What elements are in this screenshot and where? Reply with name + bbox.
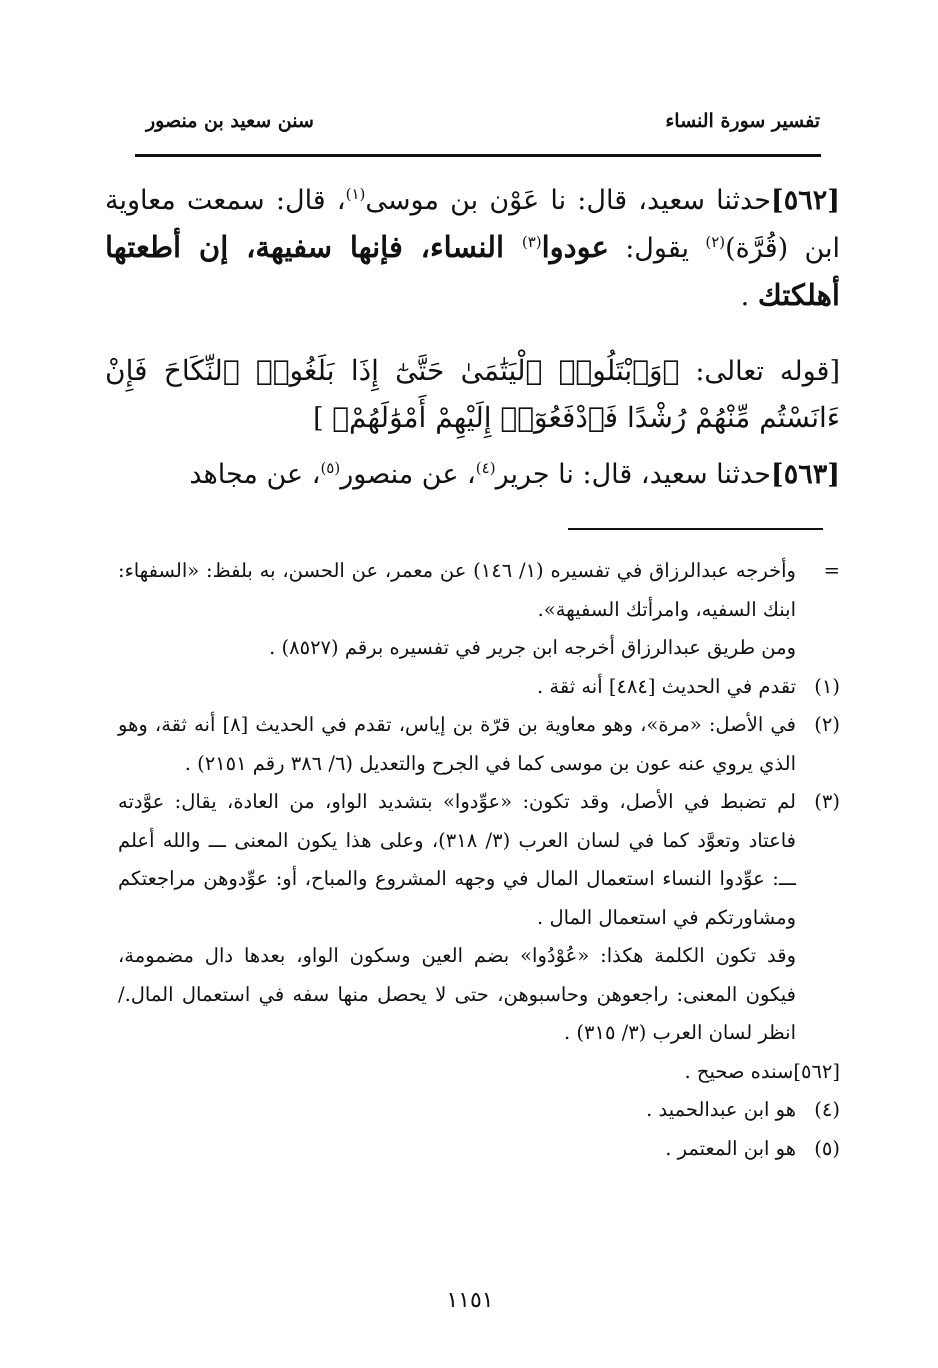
footnote-5	[118, 1130, 840, 1169]
hadith-562	[105, 178, 840, 320]
hadith-text: حدثنا سعيد، قال: نا عَوْن بن موسى	[365, 185, 771, 216]
footnote-marker: (٣)	[814, 790, 840, 813]
footnote-text: في الأصل: «مرة»، وهو معاوية بن قرّة بن إياس، تقدم في الحديث [٨] أنه ثقة، وهو الذي يروي عنه عون بن موسى كما في الجرح والتعديل (٦/ ٣٨٦ رقم ٢١٥١) .	[118, 713, 796, 775]
verse-close: ]	[313, 403, 333, 434]
isnad-grade	[118, 1053, 840, 1092]
hadith-563	[105, 452, 840, 498]
footnote-4	[118, 1091, 840, 1130]
matn-bold: عودوا	[541, 230, 609, 264]
footnotes	[118, 552, 840, 1168]
running-header-book: سنن سعيد بن منصور	[146, 110, 314, 132]
footnote-ref: (٢)	[705, 233, 726, 251]
footnote-3	[118, 783, 840, 937]
footnote-ref: (١)	[345, 185, 366, 203]
footnote-continuation-2	[118, 629, 840, 668]
hadith-text: ، قال: سمعت معاوية ابن (قُرَّة)	[105, 185, 841, 264]
quran-verse: ﴿وَٱبْتَلُوا۟ ٱلْيَتَٰمَىٰ حَتَّىٰٓ إِذَا بَلَغُوا۟ ٱلنِّكَاحَ فَإِنْ ءَانَسْتُم مِّنْهُمْ رُشْدًا فَٱدْفَعُوٓا۟ إِلَيْهِمْ أَمْوَٰلَهُمْ﴾	[105, 354, 840, 434]
footnote-3-continued	[118, 937, 840, 1053]
footnote-text: وقد تكون الكلمة هكذا: «عُوْدُوا» بضم العين وسكون الواو، بعدها دال مضمومة، فيكون المعنى: راجعوهن وحاسبوهن، حتى لا يحصل منها سفه في استعمال المال./ انظر لسان العرب (٣/ ٣١٥) .	[118, 944, 796, 1044]
footnote-continuation	[118, 552, 840, 629]
footnote-2	[118, 706, 840, 783]
header-rule	[135, 154, 821, 157]
footnote-marker: (٥)	[814, 1136, 840, 1160]
continuation-marker: =	[823, 559, 840, 582]
footnote-text: هو ابن عبدالحميد .	[646, 1098, 796, 1121]
footnote-marker: (١)	[814, 674, 840, 698]
hadith-text: حدثنا سعيد، قال: نا جرير	[495, 459, 771, 490]
hadith-text: يقول:	[608, 233, 706, 264]
grade-text: [٥٦٢]سنده صحيح .	[684, 1059, 840, 1083]
footnote-marker: (٤)	[814, 1098, 840, 1121]
hadith-text: ، عن منصور	[340, 459, 476, 490]
footnote-text: لم تضبط في الأصل، وقد تكون: «عوِّدوا» بتشديد الواو، من العادة، يقال: عوَّدته فاعتاد وتعوَّد كما في لسان العرب (٣/ ٣١٨)، وعلى هذا يكون المعنى ـــ والله أعلم ـــ: عوِّدوا النساء استعمال المال في وجهه المشروع والمباح، أو: عوِّدوهن مراجعتكم ومشاورتكم في استعمال المال .	[118, 790, 796, 929]
matn-bold: النساء، فإنها سفيهة، إن أطعتها أهلكتك	[105, 230, 840, 312]
footnote-ref: (٣)	[521, 233, 542, 251]
footnote-1	[118, 668, 840, 707]
footnote-text: وأخرجه عبدالرزاق في تفسيره (١/ ١٤٦) عن معمر، عن الحسن، به بلفظ: «السفهاء: ابنك السفيه، وامرأتك السفيهة».	[118, 559, 796, 621]
quran-verse-block	[105, 348, 840, 442]
footnote-marker: (٢)	[814, 713, 840, 736]
hadith-text: ، عن مجاهد	[189, 459, 321, 490]
verse-intro: [قوله تعالى:	[679, 356, 840, 387]
footnote-text: هو ابن المعتمر .	[665, 1136, 796, 1160]
footnote-text: تقدم في الحديث [٤٨٤] أنه ثقة .	[536, 674, 796, 698]
hadith-number: [٥٦٣]	[770, 459, 840, 490]
running-header-surah: تفسير سورة النساء	[665, 110, 820, 132]
page-number: ١١٥١	[446, 1288, 494, 1313]
footnote-ref: (٥)	[320, 459, 341, 477]
footnote-ref: (٤)	[475, 459, 496, 477]
hadith-text: .	[740, 281, 758, 312]
footnote-separator	[568, 528, 823, 530]
hadith-number: [٥٦٢]	[770, 185, 840, 216]
footnote-text: ومن طريق عبدالرزاق أخرجه ابن جرير في تفسيره برقم (٨٥٢٧) .	[269, 636, 796, 659]
